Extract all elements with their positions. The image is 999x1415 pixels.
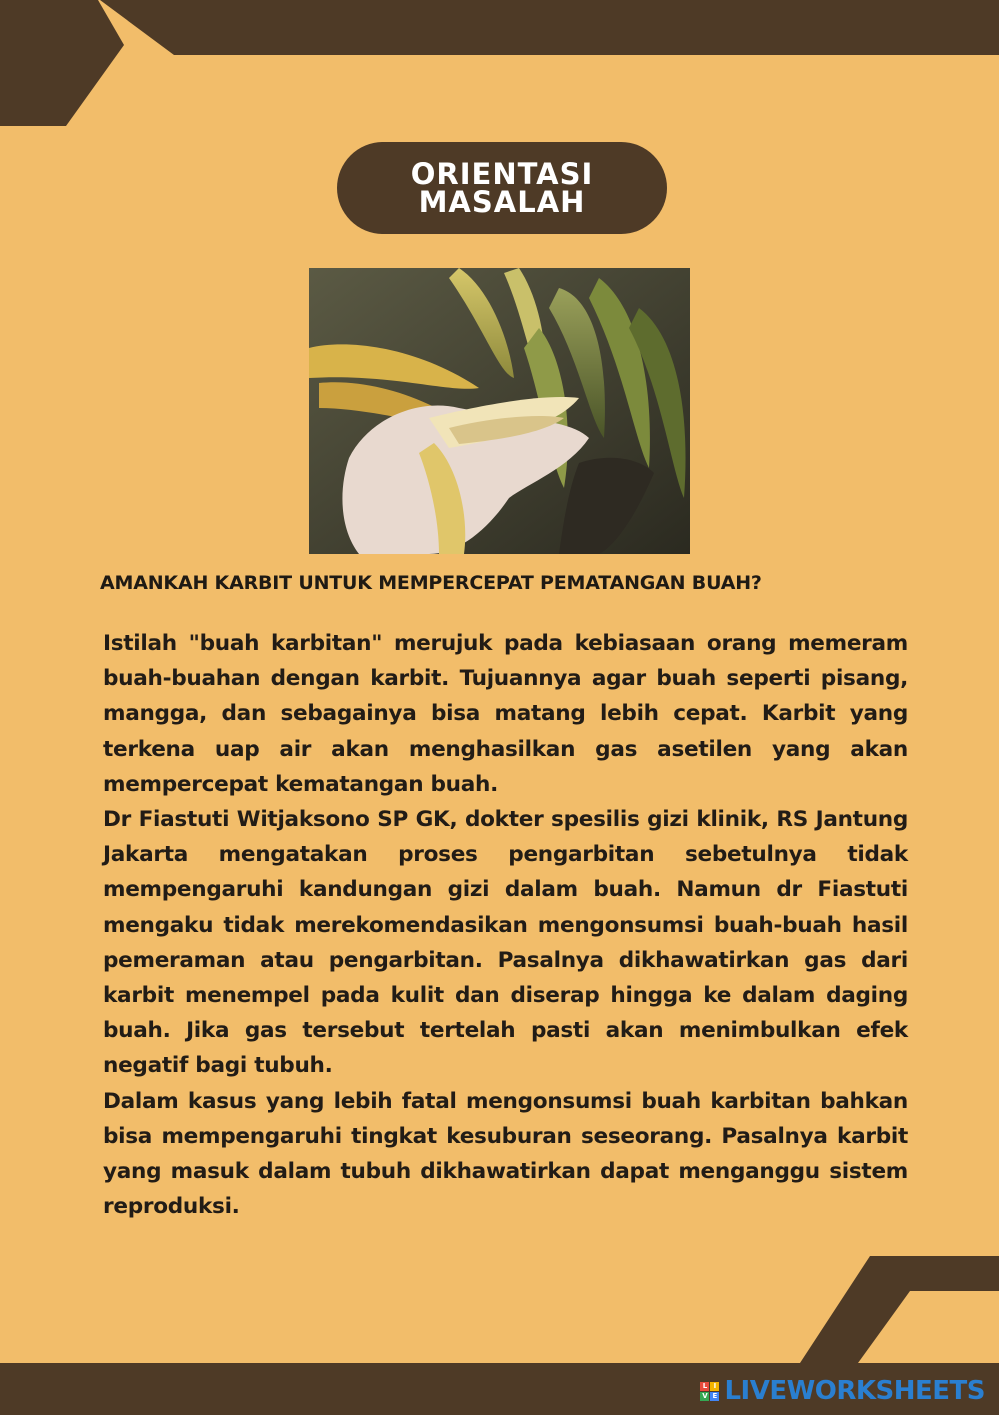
- top-band: [100, 0, 999, 55]
- logo-letter-v: V: [702, 1391, 708, 1400]
- logo-mark-icon: [700, 1382, 719, 1401]
- article-body: [103, 626, 908, 1224]
- top-left-chevron: [0, 0, 124, 126]
- paragraph-2: Dr Fiastuti Witjaksono SP GK, dokter spesilis gizi klinik, RS Jantung Jakarta mengatakan proses pengarbitan sebetulnya tidak mempengaruhi kandungan gizi dalam buah. Namun dr Fiastuti mengaku tidak merekomendasikan mengonsumsi buah-buah hasil pemeraman atau pengarbitan. Pasalnya dikhawatirkan gas dari karbit menempel pada kulit dan diserap hingga ke dalam daging buah. Jika gas tersebut tertelah pasti akan menimbulkan efek negatif bagi tubuh.: [103, 807, 908, 1079]
- section-title-line2: MASALAH: [418, 185, 586, 219]
- banana-photo: [309, 268, 690, 554]
- bottom-right-chevron: [800, 1256, 999, 1363]
- section-title: [337, 142, 667, 234]
- logo-letter-i: I: [710, 1382, 719, 1391]
- logo-letter-l: L: [700, 1382, 709, 1391]
- paragraph-3: Dalam kasus yang lebih fatal mengonsumsi buah karbitan bahkan bisa mempengaruhi tingkat kesuburan seseorang. Pasalnya karbit yang masuk dalam tubuh dikhawatirkan dapat menganggu sistem reproduksi.: [103, 1088, 908, 1220]
- banana-illustration: [309, 268, 690, 554]
- paragraph-1: Istilah "buah karbitan" merujuk pada kebiasaan orang memeram buah-buahan dengan karbit. Tujuannya agar buah seperti pisang, mangga, dan sebagainya bisa matang lebih cepat. Karbit yang terkena uap air akan menghasilkan gas asetilen yang akan mempercepat kematangan buah.: [103, 631, 908, 797]
- article-headline: AMANKAH KARBIT UNTUK MEMPERCEPAT PEMATANGAN BUAH?: [100, 572, 762, 594]
- liveworksheets-logo: [700, 1376, 985, 1406]
- logo-text: LIVEWORKSHEETS: [724, 1376, 985, 1406]
- logo-letter-e: E: [710, 1392, 719, 1401]
- section-title-line1: ORIENTASI: [410, 157, 594, 191]
